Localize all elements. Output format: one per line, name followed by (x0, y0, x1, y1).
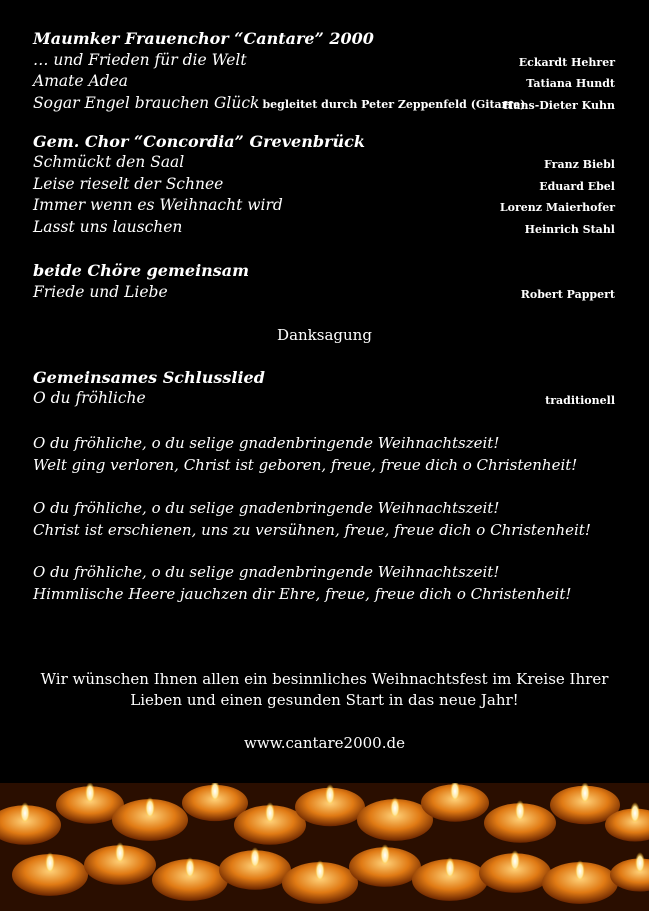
candle-flame (325, 783, 335, 804)
greeting-line: Lieben und einen gesunden Start in das neue Jahr! (130, 691, 519, 709)
composer-name: Tatiana Hundt (526, 77, 615, 90)
programme-item (33, 175, 615, 197)
piece-title: Lasst uns lauschen (33, 218, 183, 236)
lyric-line: O du fröhliche, o du selige gnadenbringende Weihnachtszeit! (33, 499, 500, 517)
lyric-line: O du fröhliche, o du selige gnadenbringende Weihnachtszeit! (33, 563, 500, 581)
piece-title: Schmückt den Saal (33, 153, 185, 171)
lyrics-verse (33, 432, 577, 476)
programme-item (33, 51, 615, 73)
accompaniment-note: begleitet durch Peter Zeppenfeld (Gitarre) (262, 98, 526, 111)
programme-item (33, 72, 615, 94)
choir-title: beide Chöre gemeinsam (33, 261, 250, 280)
website-url: www.cantare2000.de (244, 734, 405, 752)
candles-illustration (0, 783, 649, 911)
piece-title: Friede und Liebe (33, 283, 168, 301)
composer-name: Eduard Ebel (539, 180, 615, 193)
candle-flame (145, 795, 155, 817)
candle-flame (45, 850, 55, 872)
choir-title: Maumker Frauenchor “Cantare” 2000 (33, 29, 374, 48)
composer-name: Hans-Dieter Kuhn (502, 99, 615, 112)
group-title-row (33, 29, 615, 51)
candle-flame (630, 800, 640, 822)
lyric-line: Welt ging verloren, Christ ist geboren, freue, freue dich o Christenheit! (33, 456, 578, 474)
piece-title: Sogar Engel brauchen Glück begleitet durch Peter Zeppenfeld (Gitarre) (33, 94, 526, 112)
piece-title: Amate Adea (33, 72, 128, 90)
candle-flame (20, 800, 30, 822)
group-title-row (33, 132, 615, 154)
composer-name: traditionell (545, 394, 615, 407)
programme-item (33, 196, 615, 218)
programme-item (33, 94, 615, 116)
piece-title: … und Frieden für die Welt (33, 51, 247, 69)
candle-flame (510, 848, 520, 870)
candle-flame (390, 795, 400, 817)
candle-flame (185, 855, 195, 877)
closing-greeting (0, 669, 649, 711)
candle-flame (635, 850, 645, 872)
lyric-line: Himmlische Heere jauchzen dir Ehre, freue, freue dich o Christenheit! (33, 585, 572, 603)
candle-flame (115, 840, 125, 862)
programme-item (33, 283, 615, 305)
group-title-row (33, 261, 615, 283)
candle-flame (575, 858, 585, 880)
lyric-line: O du fröhliche, o du selige gnadenbringende Weihnachtszeit! (33, 434, 500, 452)
composer-name: Eckardt Hehrer (518, 56, 615, 69)
candle-flame (380, 842, 390, 864)
piece-title: O du fröhliche (33, 389, 146, 407)
piece-title: Leise rieselt der Schnee (33, 175, 224, 193)
programme-item (33, 218, 615, 240)
composer-name: Heinrich Stahl (524, 223, 615, 236)
composer-name: Lorenz Maierhofer (499, 201, 615, 214)
candles-photo (0, 783, 649, 911)
candle-flame (445, 855, 455, 877)
candle-flame (265, 800, 275, 822)
programme-item (33, 389, 615, 411)
group-title-row (33, 368, 615, 390)
programme-item (33, 153, 615, 175)
candle-flame (250, 845, 260, 867)
lyrics-verse (33, 497, 591, 541)
lyrics-verse (33, 561, 571, 605)
thanks-heading: Danksagung (277, 326, 372, 344)
candle-flame (515, 798, 525, 820)
lyric-line: Christ ist erschienen, uns zu versühnen, freue, freue dich o Christenheit! (33, 521, 591, 539)
closing-song-title: Gemeinsames Schlusslied (33, 368, 265, 387)
candle-flame (315, 858, 325, 880)
greeting-line: Wir wünschen Ihnen allen ein besinnliches Weihnachtsfest im Kreise Ihrer (40, 670, 609, 688)
choir-title: Gem. Chor “Concordia” Grevenbrück (33, 132, 365, 151)
composer-name: Robert Pappert (520, 288, 615, 301)
composer-name: Franz Biebl (544, 158, 615, 171)
piece-title: Immer wenn es Weihnacht wird (33, 196, 283, 214)
